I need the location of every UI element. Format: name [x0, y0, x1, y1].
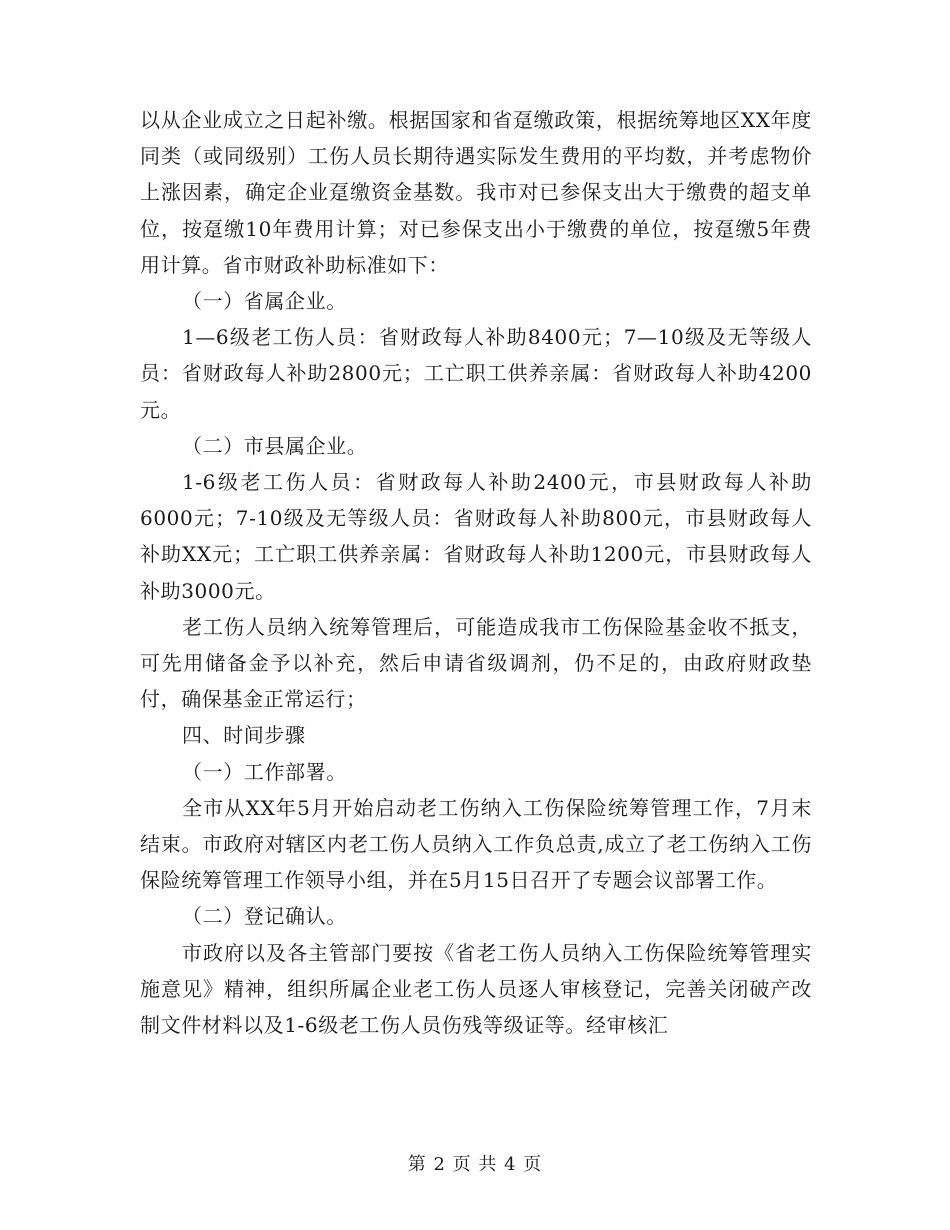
document-body — [140, 102, 812, 1043]
paragraph-city-county-subsidy: 1-6级老工伤人员：省财政每人补助2400元，市县财政每人补助6000元；7-10级及无等级人员：省财政每人补助800元，市县财政每人补助XX元；工亡职工供养亲属：省财政每人补助1200元，市县财政每人补助3000元。 — [140, 470, 812, 603]
section-heading-schedule: 四、时间步骤 — [182, 723, 306, 748]
paragraph-registration: 市政府以及各主管部门要按《省老工伤人员纳入工伤保险统筹管理实施意见》精神，组织所属企业老工伤人员逐人审核登记，完善关闭破产改制文件材料以及1-6级老工伤人员伤残等级证等。经审核汇 — [140, 940, 812, 1038]
paragraph-heading-city-county: （二）市县属企业。 — [182, 433, 368, 458]
paragraph-heading-deployment: （一）工作部署。 — [182, 759, 347, 784]
paragraph-1: 以从企业成立之日起补缴。根据国家和省趸缴政策，根据统筹地区XX年度同类（或同级别）工伤人员长期待遇实际发生费用的平均数，并考虑物价上涨因素，确定企业趸缴资金基数。我市对已参保支出大于缴费的超支单位，按趸缴10年费用计算；对已参保支出小于缴费的单位，按趸缴5年费用计算。省市财政补助标准如下： — [140, 108, 812, 277]
page-number-footer: 第 2 页 共 4 页 — [407, 1154, 543, 1175]
paragraph-heading-provincial: （一）省属企业。 — [182, 289, 347, 314]
paragraph-fund-shortfall: 老工伤人员纳入统筹管理后，可能造成我市工伤保险基金收不抵支，可先用储备金予以补充，然后申请省级调剂，仍不足的，由政府财政垫付，确保基金正常运行； — [140, 614, 812, 712]
paragraph-heading-registration: （二）登记确认。 — [182, 904, 347, 929]
paragraph-deployment: 全市从XX年5月开始启动老工伤纳入工伤保险统筹管理工作，7月末结束。市政府对辖区内老工伤人员纳入工作负总责,成立了老工伤纳入工伤保险统筹管理工作领导小组，并在5月15日召开了专题会议部署工作。 — [140, 795, 812, 893]
paragraph-provincial-subsidy: 1—6级老工伤人员：省财政每人补助8400元；7—10级及无等级人员：省财政每人补助2800元；工亡职工供养亲属：省财政每人补助4200元。 — [140, 325, 812, 422]
